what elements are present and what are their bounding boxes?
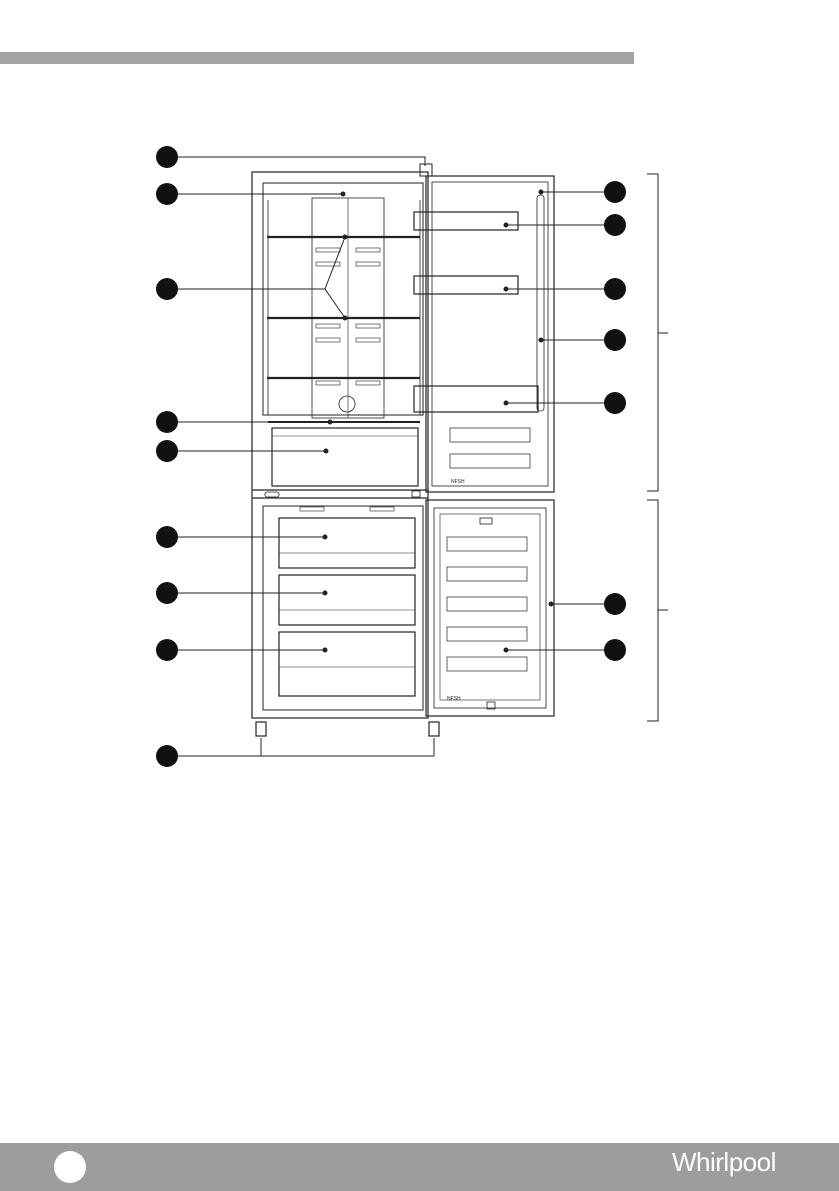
freezer-door-label: NFSH bbox=[447, 696, 461, 702]
freezer-drawer-2 bbox=[279, 575, 415, 625]
callout-9 bbox=[156, 745, 178, 767]
duct-fan bbox=[339, 396, 355, 412]
callout-r1 bbox=[604, 181, 626, 203]
brand-logo: Whirlpool bbox=[672, 1147, 776, 1177]
control-panel bbox=[265, 492, 279, 497]
callout-5 bbox=[156, 440, 178, 462]
page-number-circle bbox=[54, 1151, 86, 1183]
callout-r2 bbox=[604, 214, 626, 236]
top-hinge bbox=[420, 164, 432, 176]
freezer-door bbox=[426, 500, 554, 716]
callout-8 bbox=[156, 639, 178, 661]
freezer-drawer-3 bbox=[279, 632, 415, 696]
callout-r5 bbox=[604, 392, 626, 414]
crisper-drawer bbox=[272, 428, 418, 486]
callout-3 bbox=[156, 278, 178, 300]
door-balcony-2 bbox=[414, 276, 518, 294]
fridge-interior bbox=[263, 183, 423, 415]
adjustable-foot-right bbox=[429, 722, 439, 736]
freezer-drawer-1 bbox=[279, 518, 415, 568]
callout-r3 bbox=[604, 278, 626, 300]
adjustable-foot-left bbox=[256, 722, 266, 736]
door-balcony-1 bbox=[414, 212, 518, 230]
callout-1 bbox=[156, 146, 178, 168]
callout-2 bbox=[156, 183, 178, 205]
callout-r4 bbox=[604, 329, 626, 351]
callout-r6 bbox=[604, 593, 626, 615]
callout-4 bbox=[156, 411, 178, 433]
fridge-door-label: NFSH bbox=[451, 479, 465, 485]
fridge-door bbox=[426, 176, 554, 492]
callout-6 bbox=[156, 526, 178, 548]
door-balcony-3 bbox=[414, 386, 538, 412]
door-gasket-channel bbox=[537, 195, 544, 411]
fridge-bracket bbox=[647, 174, 658, 491]
callout-r7 bbox=[604, 639, 626, 661]
cabinet-outline bbox=[252, 172, 428, 718]
callout-7 bbox=[156, 582, 178, 604]
freezer-bracket bbox=[647, 500, 658, 721]
